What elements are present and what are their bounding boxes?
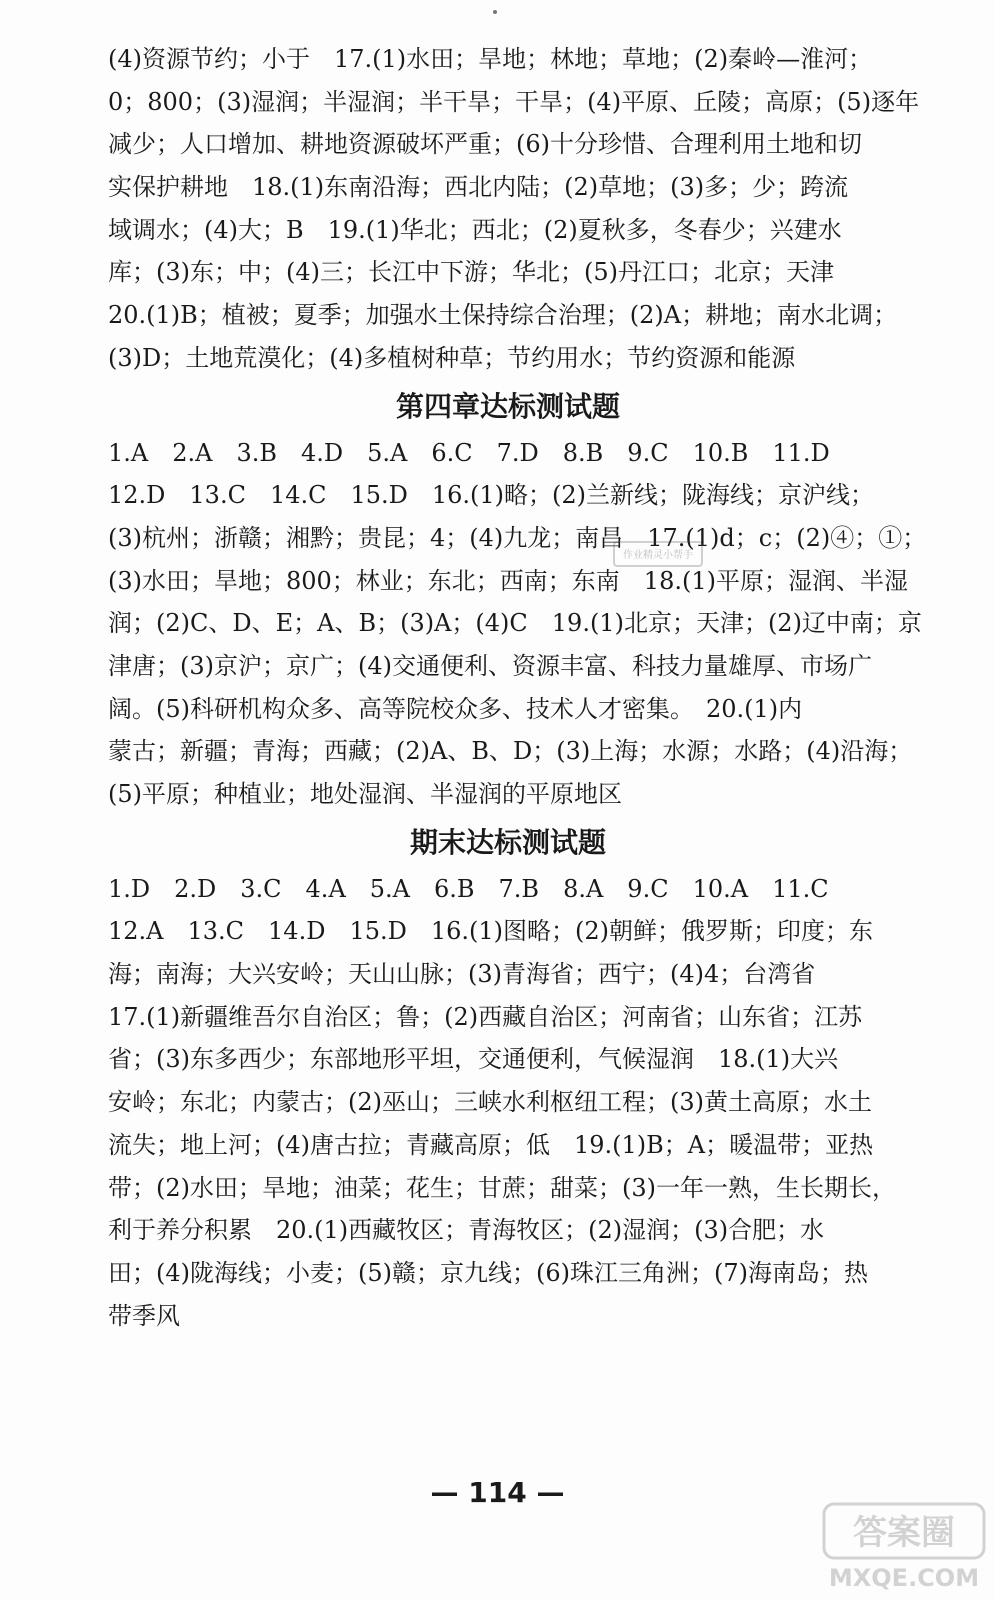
answer-line: 1.D 2.D 3.C 4.A 5.A 6.B 7.B 8.A 9.C 10.A 11.C xyxy=(108,874,829,903)
answer-line: 田；(4)陇海线；小麦；(5)赣；京九线；(6)珠江三角洲；(7)海南岛；热 xyxy=(108,1258,868,1287)
section-chapter4-answers xyxy=(108,432,927,816)
answer-line: (3)杭州；浙赣；湘黔；贵昆；4；(4)九龙；南昌 17.(1)d；c；(2)④；①； xyxy=(108,523,927,552)
answer-line: 库；(3)东；中；(4)三；长江中下游；华北；(5)丹江口；北京；天津 xyxy=(108,258,834,287)
answer-line: 20.(1)B；植被；夏季；加强水土保持综合治理；(2)A；耕地；南水北调； xyxy=(108,301,898,330)
stamp-logo xyxy=(612,508,704,570)
answer-line: 海；南海；大兴安岭；天山山脉；(3)青海省；西宁；(4)4；台湾省 xyxy=(108,960,816,989)
answer-line: 利于养分积累 20.(1)西藏牧区；青海牧区；(2)湿润；(3)合肥；水 xyxy=(108,1216,825,1245)
answer-line: 带；(2)水田；旱地；油菜；花生；甘蔗；甜菜；(3)一年一熟，生长期长， xyxy=(108,1173,896,1202)
answer-line: 实保护耕地 18.(1)东南沿海；西北内陆；(2)草地；(3)多；少；跨流 xyxy=(108,173,849,202)
answer-line: (3)D；土地荒漠化；(4)多植树种草；节约用水；节约资源和能源 xyxy=(108,343,796,372)
watermark-title: 答案圈 xyxy=(853,1513,955,1553)
answer-line: 减少；人口增加、耕地资源破坏严重；(6)十分珍惜、合理利用土地和切 xyxy=(108,130,862,159)
answer-line: 域调水；(4)大；B 19.(1)华北；西北；(2)夏秋多，冬春少；兴建水 xyxy=(108,215,842,244)
answer-line: 津唐；(3)京沪；京广；(4)交通便利、资源丰富、科技力量雄厚、市场广 xyxy=(108,651,872,680)
answer-content xyxy=(108,38,927,1337)
section-heading-final: 期末达标测试题 xyxy=(409,825,606,859)
answer-line: (4)资源节约；小于 17.(1)水田；旱地；林地；草地；(2)秦岭—淮河； xyxy=(108,45,873,73)
section-chapter3-answers xyxy=(108,38,920,380)
answer-line: (3)水田；旱地；800；林业；东北；西南；东南 18.(1)平原；湿润、半湿 xyxy=(108,566,908,595)
watermark-logo xyxy=(820,1498,988,1594)
answer-line: 阔。(5)科研机构众多、高等院校众多、技术人才密集。 20.(1)内 xyxy=(108,694,803,723)
scan-dot xyxy=(493,10,497,14)
answer-line: 12.D 13.C 14.C 15.D 16.(1)略；(2)兰新线；陇海线；京沪线； xyxy=(108,481,875,510)
answer-line: 0；800；(3)湿润；半湿润；半干旱；干旱；(4)平原、丘陵；高原；(5)逐年 xyxy=(108,87,920,116)
section-heading-chapter4: 第四章达标测试题 xyxy=(395,389,620,423)
answer-line: 流失；地上河；(4)唐古拉；青藏高原；低 19.(1)B；A；暖温带；亚热 xyxy=(108,1130,874,1159)
answer-line: 蒙古；新疆；青海；西藏；(2)A、B、D；(3)上海；水源；水路；(4)沿海； xyxy=(108,737,913,766)
answer-line: 安岭；东北；内蒙古；(2)巫山；三峡水利枢纽工程；(3)黄土高原；水土 xyxy=(108,1088,872,1117)
page-number: — 114 — xyxy=(430,1476,565,1509)
answer-line: 17.(1)新疆维吾尔自治区；鲁；(2)西藏自治区；河南省；山东省；江苏 xyxy=(108,1002,863,1031)
watermark-url: MXQE.COM xyxy=(828,1564,980,1592)
answer-line: 省；(3)东多西少；东部地形平坦，交通便利，气候湿润 18.(1)大兴 xyxy=(108,1045,839,1074)
section-final-answers xyxy=(108,868,908,1338)
answer-line: 带季风 xyxy=(108,1301,180,1330)
answer-line: 润；(2)C、D、E；A、B；(3)A；(4)C 19.(1)北京；天津；(2)辽中南；京 xyxy=(108,609,922,638)
answer-line: 12.A 13.C 14.D 15.D 16.(1)图略；(2)朝鲜；俄罗斯；印度；东 xyxy=(108,917,874,946)
stamp-text: 作业精灵小帮手 xyxy=(623,550,693,561)
answer-line: 1.A 2.A 3.B 4.D 5.A 6.C 7.D 8.B 9.C 10.B 11.D xyxy=(108,438,830,467)
answer-line: (5)平原；种植业；地处湿润、半湿润的平原地区 xyxy=(108,780,622,808)
